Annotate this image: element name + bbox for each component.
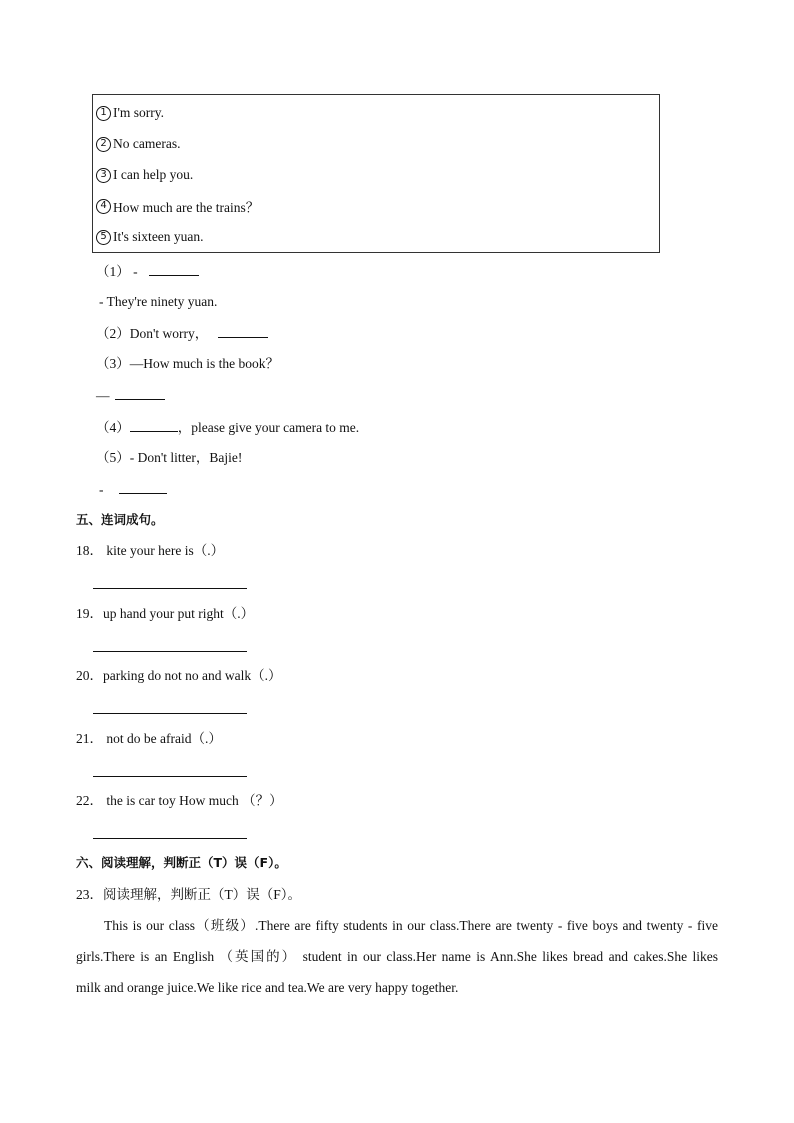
answer-blank[interactable] — [115, 385, 165, 400]
item-number: 22． — [76, 793, 103, 808]
passage-line-1: This is our class（班级）.There are fifty students in our class.There are twenty - five boys and twenty - five — [104, 918, 718, 933]
option-number: 3 — [96, 168, 111, 183]
option-number: 5 — [96, 230, 111, 245]
answer-line-20[interactable] — [93, 713, 247, 714]
answer-line-19[interactable] — [93, 651, 247, 652]
item-number: 21． — [76, 731, 103, 746]
option-number: 2 — [96, 137, 111, 152]
sentence-item-21 — [76, 729, 222, 749]
item-text: up hand your put right（.） — [103, 606, 255, 621]
answer-blank[interactable] — [130, 417, 178, 432]
sentence-item-18 — [76, 541, 224, 561]
answer-line-18[interactable] — [93, 588, 247, 589]
q1-prefix: （1） - — [96, 264, 138, 279]
sentence-item-22 — [76, 791, 283, 811]
q5-reply-prefix: - — [99, 482, 104, 497]
dialogue-q4 — [96, 417, 359, 437]
item-text: not do be afraid（.） — [103, 731, 222, 746]
option-3 — [96, 165, 193, 185]
option-5 — [96, 227, 204, 247]
item-text: parking do not no and walk（.） — [103, 668, 282, 683]
answer-blank[interactable] — [218, 323, 268, 338]
section6-heading: 六、阅读理解，判断正（T）误（F）。 — [76, 855, 287, 870]
question-23: 23．阅读理解，判断正（T）误（F）。 — [76, 887, 302, 902]
sentence-item-20 — [76, 666, 281, 686]
option-1 — [96, 103, 164, 123]
item-number: 20． — [76, 668, 103, 683]
option-text: I'm sorry. — [113, 105, 165, 120]
answer-blank[interactable] — [149, 261, 199, 276]
q2-prefix: （2）Don't worry， — [96, 326, 209, 341]
section5-heading: 五、连词成句。 — [76, 512, 164, 527]
dialogue-q2 — [96, 323, 268, 343]
option-text: How much are the trains？ — [113, 200, 260, 215]
q4-suffix: ，please give your camera to me. — [177, 420, 360, 435]
sentence-item-19 — [76, 604, 254, 624]
dialogue-q1 — [96, 261, 199, 281]
dialogue-q5-reply — [99, 479, 167, 499]
dialogue-q3-reply — [96, 385, 165, 405]
q4-prefix: （4） — [96, 420, 130, 435]
option-number: 1 — [96, 106, 111, 121]
passage-line-2: girls.There is an English （英国的） student in our class.Her name is Ann.She likes bread and cakes.She likes — [76, 949, 718, 964]
dialogue-q5: （5）- Don't litter，Bajie! — [96, 450, 243, 465]
option-number: 4 — [96, 199, 111, 214]
option-text: It's sixteen yuan. — [113, 229, 204, 244]
answer-line-22[interactable] — [93, 838, 247, 839]
dialogue-q3: （3）—How much is the book？ — [96, 356, 279, 371]
answer-blank[interactable] — [119, 479, 167, 494]
option-4 — [96, 196, 259, 216]
item-number: 18． — [76, 543, 103, 558]
item-number: 19． — [76, 606, 103, 621]
options-box — [92, 94, 660, 253]
answer-line-21[interactable] — [93, 776, 247, 777]
option-2 — [96, 134, 180, 154]
dialogue-q1-reply: - They're ninety yuan. — [99, 294, 218, 309]
option-text: I can help you. — [113, 167, 194, 182]
item-text: kite your here is（.） — [103, 543, 225, 558]
passage-line-3: milk and orange juice.We like rice and tea.We are very happy together. — [76, 980, 459, 995]
option-text: No cameras. — [113, 136, 181, 151]
item-text: the is car toy How much （？） — [103, 793, 283, 808]
q3-reply-prefix: — — [96, 388, 110, 403]
